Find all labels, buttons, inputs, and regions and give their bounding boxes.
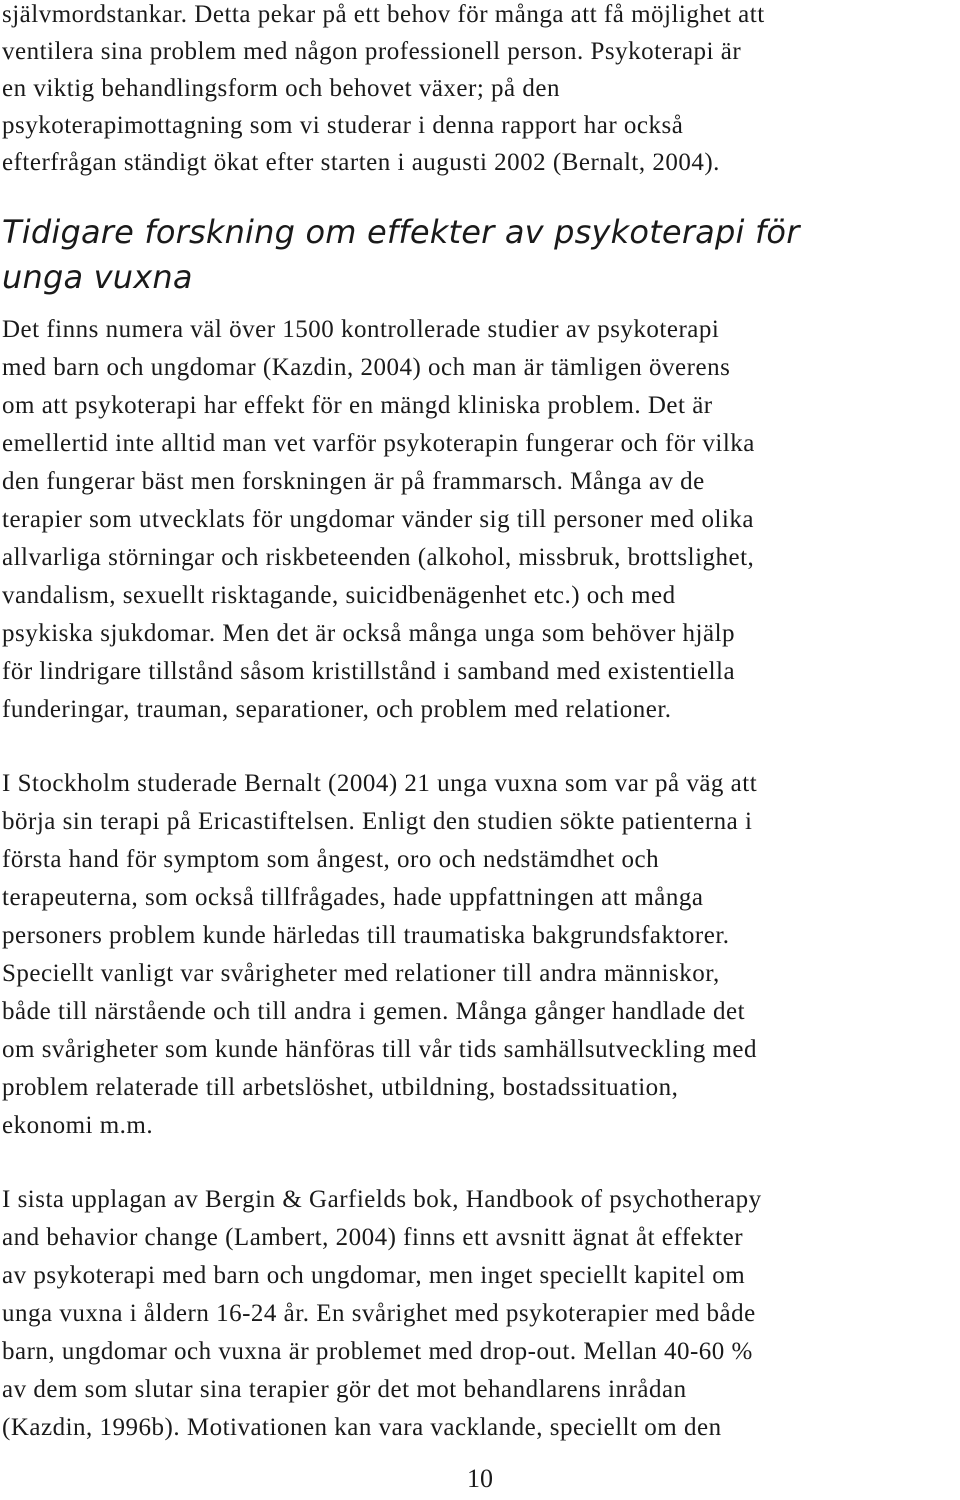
- text-line: för lindrigare tillstånd såsom kristillstånd i samband med existentiella: [2, 658, 736, 685]
- text-line: psykiska sjukdomar. Men det är också många unga som behöver hjälp: [2, 620, 736, 647]
- text-line: börja sin terapi på Ericastiftelsen. Enligt den studien sökte patienterna i: [2, 808, 753, 835]
- text-line: ekonomi m.m.: [2, 1112, 154, 1139]
- text-line: självmordstankar. Detta pekar på ett behov för många att få möjlighet att: [2, 1, 765, 28]
- text-line: om att psykoterapi har effekt för en mängd kliniska problem. Det är: [2, 392, 713, 419]
- text-line: Det finns numera väl över 1500 kontrollerade studier av psykoterapi: [2, 316, 720, 343]
- text-line: av psykoterapi med barn och ungdomar, men inget speciellt kapitel om: [2, 1262, 746, 1289]
- text-line: den fungerar bäst men forskningen är på frammarsch. Många av de: [2, 468, 705, 495]
- text-line: Speciellt vanligt var svårigheter med relationer till andra människor,: [2, 960, 720, 987]
- text-line: ventilera sina problem med någon professionell person. Psykoterapi är: [2, 38, 742, 65]
- text-line: unga vuxna i åldern 16-24 år. En svårighet med psykoterapier med både: [2, 1300, 756, 1327]
- text-line: and behavior change (Lambert, 2004) finns ett avsnitt ägnat åt effekter: [2, 1224, 744, 1251]
- text-line: vandalism, sexuellt risktagande, suicidbenägenhet etc.) och med: [2, 582, 676, 609]
- text-line: I sista upplagan av Bergin & Garfields bok, Handbook of psychotherapy: [2, 1186, 762, 1213]
- text-line: allvarliga störningar och riskbeteenden (alkohol, missbruk, brottslighet,: [2, 544, 755, 571]
- text-line: psykoterapimottagning som vi studerar i denna rapport har också: [2, 112, 684, 139]
- text-line: personers problem kunde härledas till traumatiska bakgrundsfaktorer.: [2, 922, 730, 949]
- text-line: terapeuterna, som också tillfrågades, hade uppfattningen att många: [2, 884, 704, 911]
- heading-line: unga vuxna: [2, 258, 193, 296]
- text-line: av dem som slutar sina terapier gör det mot behandlarens inrådan: [2, 1376, 687, 1403]
- text-line: (Kazdin, 1996b). Motivationen kan vara vacklande, speciellt om den: [2, 1414, 722, 1441]
- text-line: terapier som utvecklats för ungdomar vänder sig till personer med olika: [2, 506, 754, 533]
- text-line: både till närstående och till andra i gemen. Många gånger handlade det: [2, 998, 746, 1025]
- text-line: efterfrågan ständigt ökat efter starten i augusti 2002 (Bernalt, 2004).: [2, 149, 720, 176]
- text-line: om svårigheter som kunde hänföras till vår tids samhällsutveckling med: [2, 1036, 757, 1063]
- text-line: med barn och ungdomar (Kazdin, 2004) och man är tämligen överens: [2, 354, 731, 381]
- text-line: första hand för symptom som ångest, oro och nedstämdhet och: [2, 846, 660, 873]
- text-line: problem relaterade till arbetslöshet, utbildning, bostadssituation,: [2, 1074, 679, 1101]
- text-line: funderingar, trauman, separationer, och problem med relationer.: [2, 696, 672, 723]
- text-line: en viktig behandlingsform och behovet växer; på den: [2, 75, 560, 102]
- heading-line: Tidigare forskning om effekter av psykoterapi för: [2, 213, 800, 251]
- text-line: barn, ungdomar och vuxna är problemet med drop-out. Mellan 40-60 %: [2, 1338, 753, 1365]
- text-line: emellertid inte alltid man vet varför psykoterapin fungerar och för vilka: [2, 430, 755, 457]
- page-number: 10: [467, 1464, 493, 1493]
- text-line: I Stockholm studerade Bernalt (2004) 21 unga vuxna som var på väg att: [2, 770, 758, 797]
